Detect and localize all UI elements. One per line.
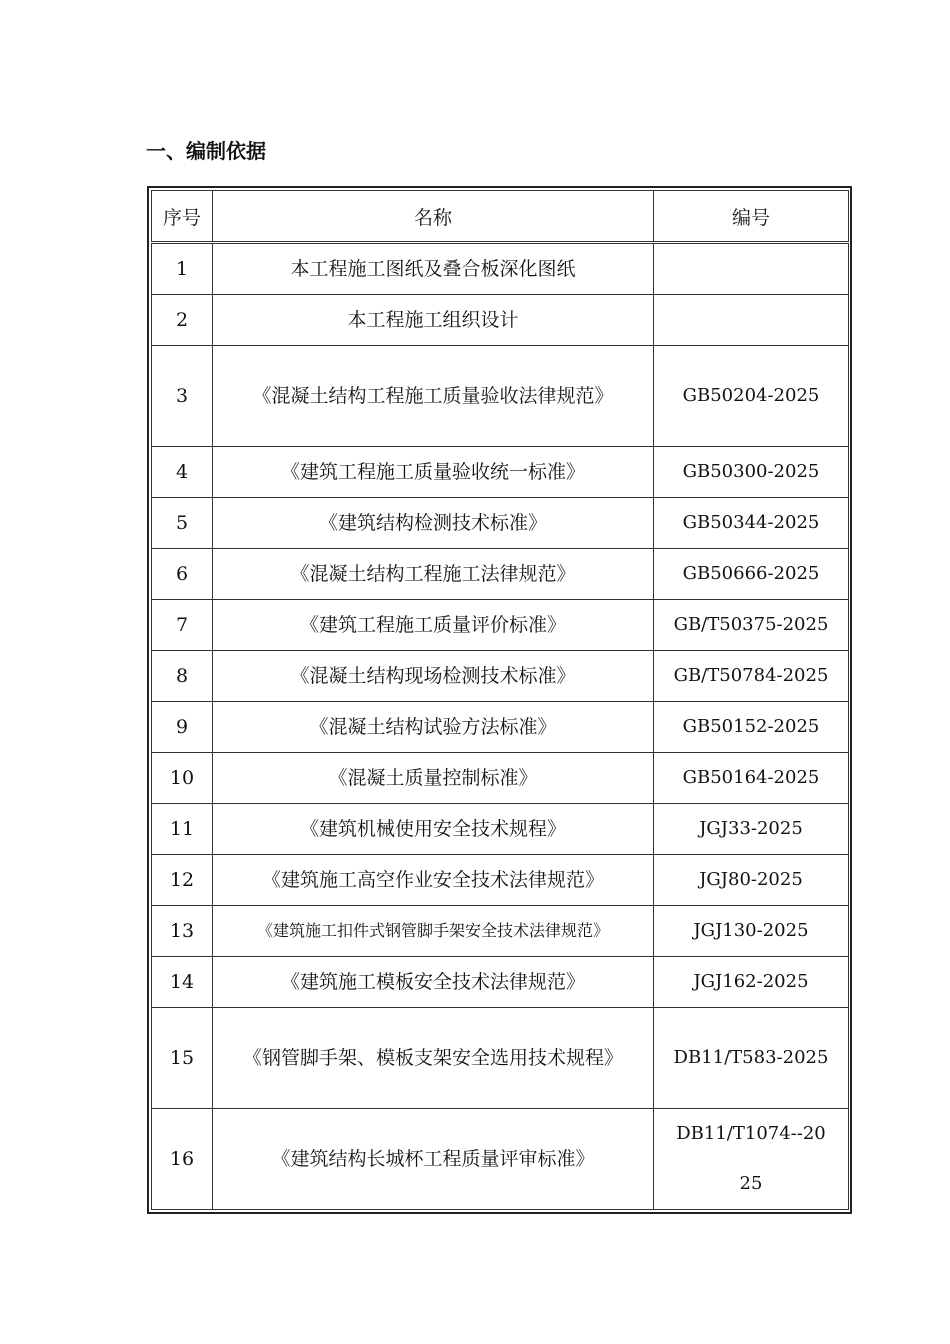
row-no: 15 bbox=[152, 1008, 213, 1109]
table-row bbox=[152, 906, 849, 957]
row-no: 5 bbox=[152, 498, 213, 549]
row-code: JGJ130-2025 bbox=[654, 906, 849, 957]
row-name: 《建筑工程施工质量评价标准》 bbox=[213, 600, 654, 651]
row-code: GB50666-2025 bbox=[654, 549, 849, 600]
row-code: GB/T50784-2025 bbox=[654, 651, 849, 702]
row-code: JGJ80-2025 bbox=[654, 855, 849, 906]
row-name: 《建筑施工模板安全技术法律规范》 bbox=[213, 957, 654, 1008]
section-heading: 一、编制依据 bbox=[146, 139, 266, 163]
row-no: 14 bbox=[152, 957, 213, 1008]
row-no: 10 bbox=[152, 753, 213, 804]
table-row bbox=[152, 1008, 849, 1109]
row-name: 《混凝土结构试验方法标准》 bbox=[213, 702, 654, 753]
row-code: DB11/T1074--2025 bbox=[654, 1109, 849, 1210]
row-name: 《建筑结构检测技术标准》 bbox=[213, 498, 654, 549]
row-no: 3 bbox=[152, 346, 213, 447]
row-name: 本工程施工组织设计 bbox=[213, 295, 654, 346]
header-name: 名称 bbox=[213, 191, 654, 243]
row-name: 《混凝土结构工程施工质量验收法律规范》 bbox=[213, 346, 654, 447]
table-row bbox=[152, 498, 849, 549]
row-no: 2 bbox=[152, 295, 213, 346]
row-name: 《建筑机械使用安全技术规程》 bbox=[213, 804, 654, 855]
table-row bbox=[152, 295, 849, 346]
row-code: GB/T50375-2025 bbox=[654, 600, 849, 651]
table-row bbox=[152, 346, 849, 447]
row-code: GB50152-2025 bbox=[654, 702, 849, 753]
row-no: 16 bbox=[152, 1109, 213, 1210]
row-name: 《建筑施工扣件式钢管脚手架安全技术法律规范》 bbox=[213, 906, 654, 957]
table-row bbox=[152, 549, 849, 600]
table-row bbox=[152, 804, 849, 855]
row-code: GB50344-2025 bbox=[654, 498, 849, 549]
table-row bbox=[152, 855, 849, 906]
row-no: 1 bbox=[152, 243, 213, 295]
row-no: 11 bbox=[152, 804, 213, 855]
row-code: GB50164-2025 bbox=[654, 753, 849, 804]
row-name: 本工程施工图纸及叠合板深化图纸 bbox=[213, 243, 654, 295]
table-row bbox=[152, 702, 849, 753]
row-name: 《混凝土结构工程施工法律规范》 bbox=[213, 549, 654, 600]
row-no: 8 bbox=[152, 651, 213, 702]
table-row bbox=[152, 651, 849, 702]
row-no: 6 bbox=[152, 549, 213, 600]
row-name: 《钢管脚手架、模板支架安全选用技术规程》 bbox=[213, 1008, 654, 1109]
row-no: 7 bbox=[152, 600, 213, 651]
row-code: GB50204-2025 bbox=[654, 346, 849, 447]
row-code bbox=[654, 243, 849, 295]
row-code bbox=[654, 295, 849, 346]
row-code: DB11/T583-2025 bbox=[654, 1008, 849, 1109]
table-header-row bbox=[152, 191, 849, 243]
header-code: 编号 bbox=[654, 191, 849, 243]
table-row bbox=[152, 957, 849, 1008]
table-row bbox=[152, 447, 849, 498]
table-row bbox=[152, 1109, 849, 1210]
table-row bbox=[152, 600, 849, 651]
standards-table-frame bbox=[147, 186, 852, 1214]
row-name: 《建筑结构长城杯工程质量评审标准》 bbox=[213, 1109, 654, 1210]
standards-table bbox=[151, 190, 849, 1210]
row-no: 4 bbox=[152, 447, 213, 498]
row-name: 《混凝土结构现场检测技术标准》 bbox=[213, 651, 654, 702]
row-no: 13 bbox=[152, 906, 213, 957]
header-no: 序号 bbox=[152, 191, 213, 243]
table-row bbox=[152, 753, 849, 804]
row-no: 9 bbox=[152, 702, 213, 753]
row-no: 12 bbox=[152, 855, 213, 906]
row-name: 《建筑工程施工质量验收统一标准》 bbox=[213, 447, 654, 498]
row-code: JGJ162-2025 bbox=[654, 957, 849, 1008]
table-row bbox=[152, 243, 849, 295]
row-code: JGJ33-2025 bbox=[654, 804, 849, 855]
row-name: 《混凝土质量控制标准》 bbox=[213, 753, 654, 804]
row-name: 《建筑施工高空作业安全技术法律规范》 bbox=[213, 855, 654, 906]
row-code: GB50300-2025 bbox=[654, 447, 849, 498]
